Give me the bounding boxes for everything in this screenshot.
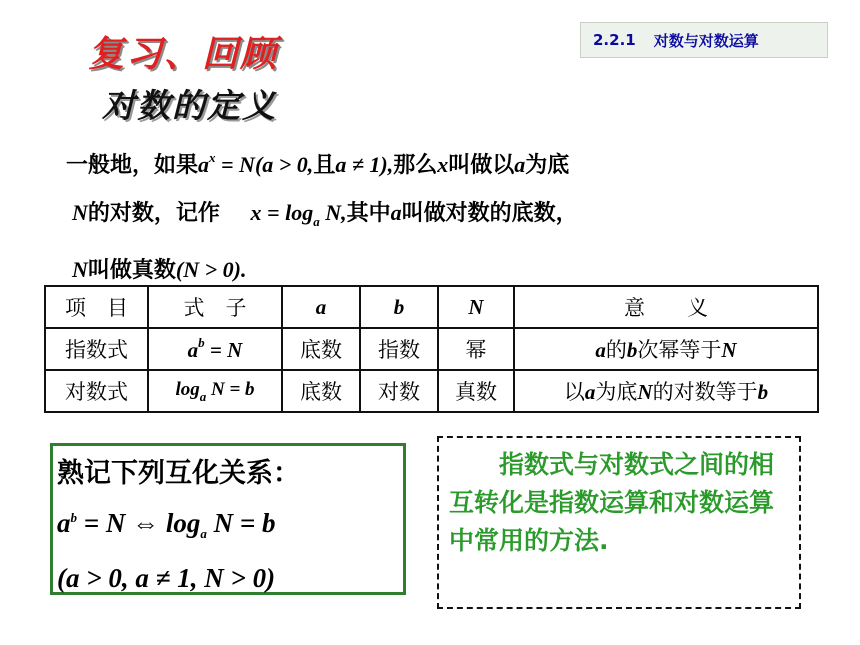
definition-line-2	[66, 189, 836, 246]
def-equation: = N(a > 0,	[215, 152, 314, 177]
formula-exponent: b	[198, 335, 205, 350]
def-prefix: 一般地，如果	[66, 152, 199, 178]
table-header-row	[45, 286, 818, 328]
memo-title: 熟记下列互化关系：	[57, 458, 300, 489]
def-then: 那么	[393, 152, 438, 178]
meaning-a: a	[595, 338, 606, 362]
section-title: 对数与对数运算	[653, 31, 759, 50]
header-formula: 式 子	[148, 286, 282, 328]
def-n: N	[72, 200, 88, 225]
slide-title: 复习、回顾	[88, 34, 279, 75]
header-meaning: 意 义	[514, 286, 818, 328]
def-condition: a ≠ 1),	[335, 152, 394, 177]
table-row	[45, 328, 818, 370]
meaning-base: 为底	[595, 380, 638, 404]
meaning-de: 的	[605, 338, 627, 362]
row-meaning	[514, 328, 818, 370]
formula-log: log	[175, 378, 200, 400]
memo-base: a	[57, 508, 71, 538]
row-b: 指数	[360, 328, 438, 370]
header-n: N	[438, 286, 514, 328]
header-a: a	[282, 286, 360, 328]
memo-exponent: b	[70, 510, 77, 525]
tip-box: 指数式与对数式之间的相互转化是指数运算和对数运算中常用的方法.	[437, 436, 801, 609]
meaning-a: a	[584, 380, 596, 404]
def-call: 叫做以	[448, 152, 515, 178]
row-meaning	[514, 370, 818, 412]
formula-subscript: a	[199, 388, 207, 404]
row-name: 对数式	[45, 370, 148, 412]
section-number: 2.2.1	[593, 31, 636, 49]
def-x: x	[437, 152, 449, 177]
formula-base: a	[187, 338, 199, 362]
row-formula	[148, 370, 282, 412]
def-log-formula: x = log	[250, 200, 314, 225]
row-formula	[148, 328, 282, 370]
formula-tail: = N	[204, 338, 243, 362]
def-log-n: N,	[319, 200, 347, 225]
row-n: 幂	[438, 328, 514, 370]
meaning-yi: 以	[563, 380, 585, 404]
def-exponent-x: x	[209, 150, 216, 165]
def-and: 且	[313, 152, 336, 178]
def-a: a	[514, 152, 526, 177]
memo-formula	[57, 496, 399, 556]
def-n2: N	[72, 257, 88, 282]
def-where: 其中	[346, 200, 391, 226]
header-item: 项 目	[45, 286, 148, 328]
definition-paragraph	[66, 134, 836, 294]
table-row	[45, 370, 818, 412]
memo-box	[50, 443, 406, 595]
meaning-b: b	[626, 338, 638, 362]
row-name: 指数式	[45, 328, 148, 370]
comparison-table	[44, 285, 819, 413]
row-a: 底数	[282, 328, 360, 370]
def-true-number: 叫做真数	[87, 257, 176, 283]
row-b: 对数	[360, 370, 438, 412]
slide-subtitle: 对数的定义	[102, 86, 277, 125]
section-badge	[580, 22, 828, 58]
memo-conditions: (a > 0, a ≠ 1, N > 0)	[57, 563, 276, 593]
memo-tail: N = b	[206, 508, 276, 538]
meaning-n: N	[637, 380, 653, 404]
def-base-a: a	[198, 152, 210, 177]
row-a: 底数	[282, 370, 360, 412]
memo-subscript: a	[200, 526, 207, 541]
def-base-word: 为底	[525, 152, 570, 178]
meaning-n: N	[721, 338, 737, 362]
def-a2: a	[390, 200, 402, 225]
memo-mid: = N ⇔ log	[77, 508, 201, 538]
meaning-power: 次幂等于	[637, 338, 722, 362]
header-b: b	[360, 286, 438, 328]
def-log-text: 的对数，记作	[87, 200, 220, 226]
def-tail: 叫做对数的底数，	[401, 200, 578, 226]
meaning-b: b	[757, 380, 769, 404]
def-n-condition: (N > 0).	[175, 257, 247, 282]
formula-tail: N = b	[206, 378, 255, 400]
meaning-equals: 的对数等于	[652, 380, 758, 404]
definition-line-1	[66, 134, 836, 189]
row-n: 真数	[438, 370, 514, 412]
def-log-subscript: a	[313, 214, 320, 229]
